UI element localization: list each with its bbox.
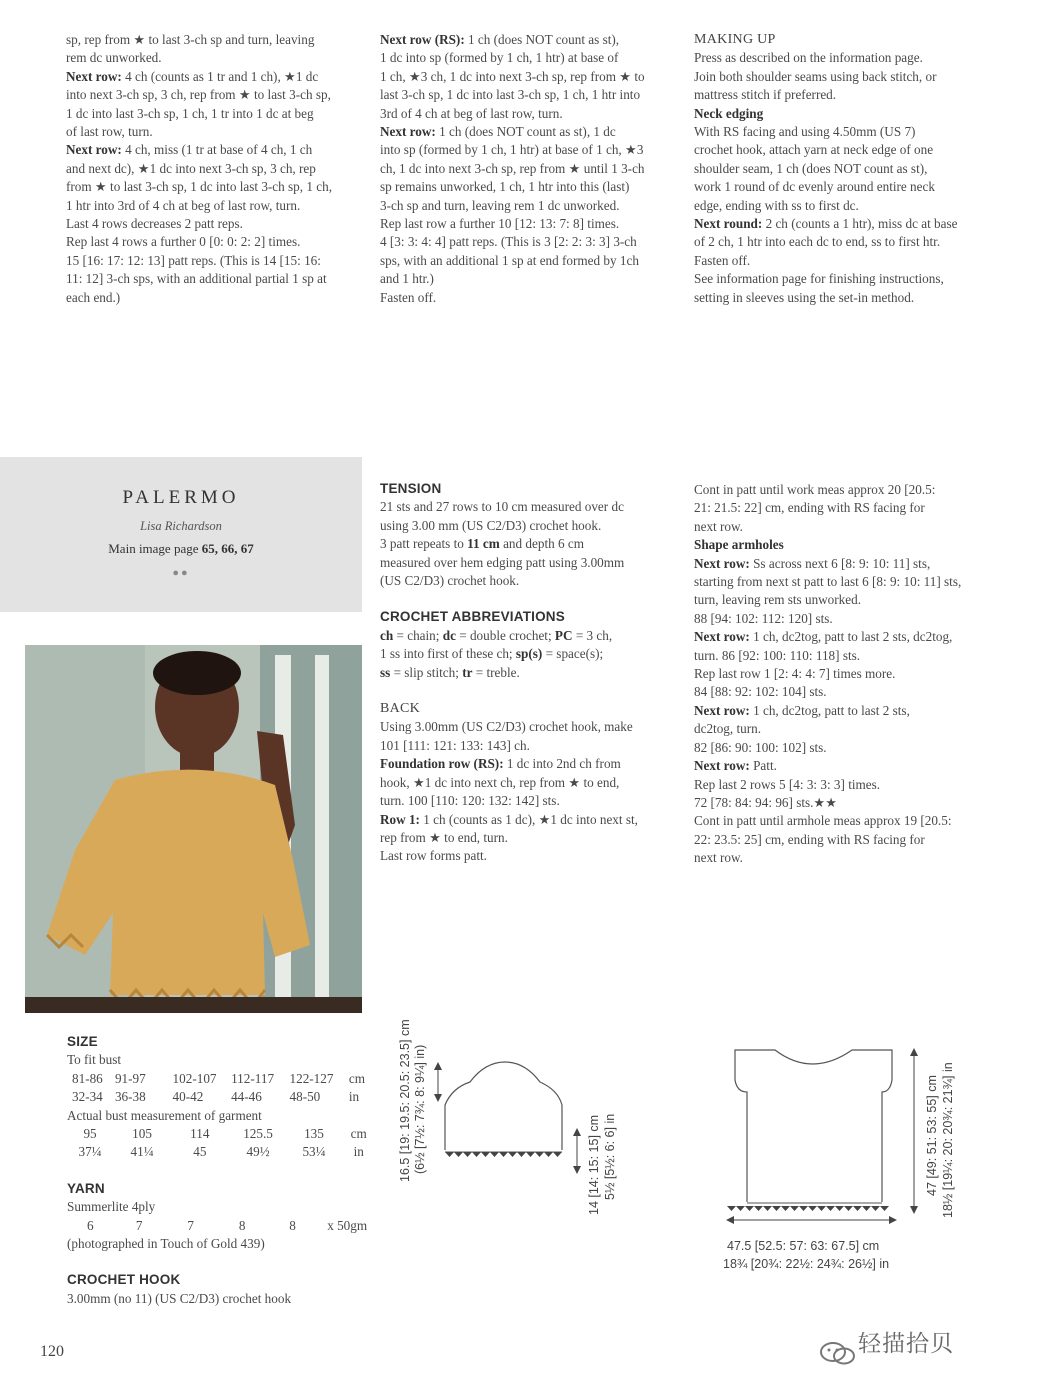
text-line: Last 4 rows decreases 2 patt reps. [66,216,243,232]
text-line: Foundation row (RS): 1 dc into 2nd ch from [380,756,621,772]
text-line: into sp (formed by 1 ch, 1 htr) at base of 1 ch, ★3 [380,142,644,158]
text-line: hook, ★1 dc into next ch, rep from ★ to end, [380,774,620,790]
text-line: turn. 86 [92: 100: 110: 118] sts. [694,647,861,663]
text-line: setting in sleeves using the set-in method. [694,289,915,305]
text-line: 88 [94: 102: 112: 120] sts. [694,610,833,626]
sleeve-diagram [398,1019,617,1215]
text-line: Using 3.00mm (US C2/D3) crochet hook, make [380,719,633,735]
table-cell: 41¼ [130,1144,154,1160]
text-line: 1 htr into 3rd of 4 ch at beg of last row, turn. [66,197,301,213]
page-number: 120 [40,1343,64,1360]
text-line: work 1 round of dc evenly around entire neck [694,179,935,195]
text-line: Next row: 1 ch, dc2tog, patt to last 2 sts, [694,702,910,718]
text-line: each end.) [66,289,121,305]
table-cell: x 50gm [327,1217,368,1233]
text-line: Next row: 4 ch, miss (1 tr at base of 4 ch, 1 ch [66,142,313,158]
text-line: of last row, turn. [66,124,153,140]
text-line: sps, with an additional 1 sp at end formed by 1ch [380,252,639,268]
text-line: 4 [3: 3: 4: 4] patt reps. (This is 3 [2: 2: 3: 3] 3-ch [380,234,637,250]
back-heading: BACK [380,701,421,717]
text-line: edge, ending with ss to first dc. [694,197,859,213]
table-cell: 32-34 [72,1089,103,1105]
table-cell: cm [348,1070,365,1086]
making-up-heading: MAKING UP [694,32,776,47]
text-line: measured over hem edging patt using 3.00mm [380,554,625,570]
text-line: 11: 12] 3-ch sps, with an additional partial 1 sp at [66,271,327,287]
table-cell: in [348,1089,360,1105]
table-cell: 81-86 [72,1070,103,1086]
text-line: 21: 21.5: 22] cm, ending with RS facing for [694,500,925,516]
text-line: crochet hook, attach yarn at neck edge of one [694,142,934,158]
body-width-in: 18¾ [20¾: 22½: 24¾: 26½] in [723,1257,890,1271]
text-line: 101 [111: 121: 133: 143] ch. [380,737,530,753]
table-cell: 112-117 [231,1070,275,1086]
text-line: rem dc unworked. [66,50,162,66]
text-line: 15 [16: 17: 12: 13] patt reps. (This is 14 [15: 16: [66,252,321,268]
text-line: Next row: 4 ch (counts as 1 tr and 1 ch), ★1 dc [66,68,319,84]
text-line: ch, 1 dc into next 3-ch sp, rep from ★ until 1 3-ch [380,160,645,176]
text-line: 1 dc into last 3-ch sp, 1 ch, 1 tr into 1 dc at beg [66,105,314,121]
text-line: sp remains unworked, 1 ch, 1 htr into this (last) [380,179,630,195]
text-line: into next 3-ch sp, 3 ch, rep from ★ to last 3-ch sp, [66,87,331,103]
text-line: Rep last row 1 [2: 4: 4: 7] times more. [694,666,896,682]
text-line: 3rd of 4 ch at beg of last row, turn. [380,105,563,121]
table-cell: 40-42 [172,1089,204,1105]
table-cell: 135 [304,1126,324,1142]
text-line: sp, rep from ★ to last 3-ch sp and turn, leaving [66,32,315,47]
text-line: Next row: Ss across next 6 [8: 9: 10: 11] sts, [694,555,931,571]
size-heading: SIZE [67,1034,98,1049]
table-cell: 105 [132,1126,152,1142]
text-line: Rep last row a further 10 [12: 13: 7: 8] times. [380,216,620,232]
text-line: 82 [86: 90: 100: 102] sts. [694,739,827,755]
table-cell: 44-46 [231,1089,262,1105]
body-height-in: 18½ [19¼: 20: 20¾: 21¾] in [941,1062,955,1218]
text-line: With RS facing and using 4.50mm (US 7) [694,124,916,140]
table-cell: 8 [289,1217,296,1233]
text-line: Shape armholes [694,537,784,553]
table-cell: 45 [193,1144,207,1160]
text-line: next row. [694,850,743,866]
table-cell: 37¼ [78,1144,102,1160]
difficulty-dots: ●● [172,567,190,580]
body-diagram [723,1048,955,1271]
table-cell: in [353,1144,364,1160]
table-cell: 36-38 [114,1089,146,1105]
yarn-heading: YARN [67,1180,105,1196]
text-line: mattress stitch if preferred. [694,87,837,103]
table-cell: 95 [83,1126,97,1142]
table-cell: 6 [86,1217,94,1233]
text-line: of 2 ch, 1 htr into each dc to end, ss to first htr. [694,234,941,250]
text-line: starting from next st patt to last 6 [8: 9: 10: 11] sts, [694,574,962,590]
hook-value: 3.00mm (no 11) (US C2/D3) crochet hook [67,1290,292,1306]
sleeve-side-in: 5½ [5½: 6: 6] in [603,1113,617,1200]
table-cell: 91-97 [114,1070,146,1086]
text-line: Cont in patt until armhole meas approx 19 [20.5: [694,813,952,829]
text-line: Next round: 2 ch (counts a 1 htr), miss dc at base [694,216,958,232]
wechat-icon [818,1340,858,1366]
text-line: dc2tog, turn. [694,721,762,737]
text-line: Next row: 1 ch, dc2tog, patt to last 2 sts, dc2tog, [694,629,953,645]
text-line: 1 dc into sp (formed by 1 ch, 1 htr) at base of [380,50,619,66]
text-line: rep from ★ to end, turn. [380,829,508,845]
text-line: shoulder seam, 1 ch (does NOT count as st), [694,160,928,176]
table-cell: 48-50 [289,1089,321,1105]
sleeve-cap-cm: 16.5 [19: 19.5: 20.5: 23.5] cm [398,1019,412,1182]
table-cell: 125.5 [243,1126,273,1142]
text-line: Join both shoulder seams using back stitch, or [694,68,937,84]
text-line: 22: 23.5: 25] cm, ending with RS facing for [694,831,925,847]
text-line: See information page for finishing instructions, [694,271,944,287]
pattern-title: PALERMO [122,487,240,508]
tension-heading: TENSION [380,481,442,496]
text-line: ch = chain; dc = double crochet; PC = 3 ch, [380,627,613,643]
text-line: 1 ch, ★3 ch, 1 dc into next 3-ch sp, rep from ★ to [380,68,645,84]
text-line: Cont in patt until work meas approx 20 [20.5: [694,482,936,497]
watermark-text: 轻描拾贝 [858,1331,954,1357]
text-line: Next row (RS): 1 ch (does NOT count as st), [380,32,620,47]
text-line: next row. [694,518,743,534]
actual-bust-label: Actual bust measurement of garment [67,1107,262,1123]
text-line: 1 ss into first of these ch; sp(s) = space(s); [380,646,604,662]
table-cell: 122-127 [289,1070,334,1086]
table-cell: 53¼ [302,1144,326,1160]
body-height-cm: 47 [49: 51: 53: 55] cm [925,1075,939,1196]
yarn-name: Summerlite 4ply [67,1199,156,1215]
text-line: Row 1: 1 ch (counts as 1 dc), ★1 dc into next st, [380,811,638,827]
text-line: 3 patt repeats to 11 cm and depth 6 cm [380,536,584,552]
body-width-cm: 47.5 [52.5: 57: 63: 67.5] cm [727,1239,880,1253]
text-line: 3-ch sp and turn, leaving rem 1 dc unworked. [380,197,620,213]
text-line: Fasten off. [694,252,751,268]
table-cell: cm [350,1126,367,1142]
text-line: and next dc), ★1 dc into next 3-ch sp, 3 ch, rep [66,160,316,176]
to-fit-bust-label: To fit bust [67,1052,122,1068]
text-line: Last row forms patt. [380,848,487,864]
text-line: last 3-ch sp, 1 dc into last 3-ch sp, 1 ch, 1 htr into [380,87,641,103]
text-line: turn. 100 [110: 120: 132: 142] sts. [380,793,560,809]
abbreviations-heading: CROCHET ABBREVIATIONS [380,609,565,625]
neck-edging-heading: Neck edging [694,105,764,121]
text-line: Next row: 1 ch (does NOT count as st), 1 dc [380,124,616,140]
text-line: and 1 htr.) [380,271,434,287]
text-line: Press as described on the information page. [694,50,923,66]
text-line: 84 [88: 92: 102: 104] sts. [694,684,827,700]
text-line: (US C2/D3) crochet hook. [380,573,520,589]
main-image-pages: Main image page 65, 66, 67 [108,540,254,556]
text-line: from ★ to last 3-ch sp, 1 dc into last 3-ch sp, 1 ch, [66,179,333,195]
table-cell: 49½ [246,1144,270,1160]
text-line: turn, leaving rem sts unworked. [694,592,862,608]
text-line: Next row: Patt. [694,758,777,774]
text-line: Rep last 2 rows 5 [4: 3: 3: 3] times. [694,776,881,792]
text-line: Fasten off. [380,289,437,305]
text-line: ss = slip stitch; tr = treble. [380,664,520,680]
sleeve-side-cm: 14 [14: 15: 15] cm [587,1114,601,1215]
table-cell: 114 [190,1126,210,1142]
text-line: 72 [78: 84: 94: 96] sts.★★ [694,794,838,810]
designer-name: Lisa Richardson [140,519,222,534]
hook-heading: CROCHET HOOK [67,1272,181,1288]
text-line: Rep last 4 rows a further 0 [0: 0: 2: 2] times. [66,234,301,250]
text-line: 21 sts and 27 rows to 10 cm measured over dc [380,499,624,515]
yarn-photographed: (photographed in Touch of Gold 439) [67,1236,265,1252]
table-cell: 102-107 [172,1070,217,1086]
sleeve-cap-in: (6½ [7½: 7¾: 8: 9¼] in) [413,1044,427,1174]
table-cell: 8 [238,1217,246,1233]
text-line: using 3.00 mm (US C2/D3) crochet hook. [380,517,602,533]
table-cell: 7 [187,1217,194,1233]
table-cell: 7 [135,1217,143,1233]
